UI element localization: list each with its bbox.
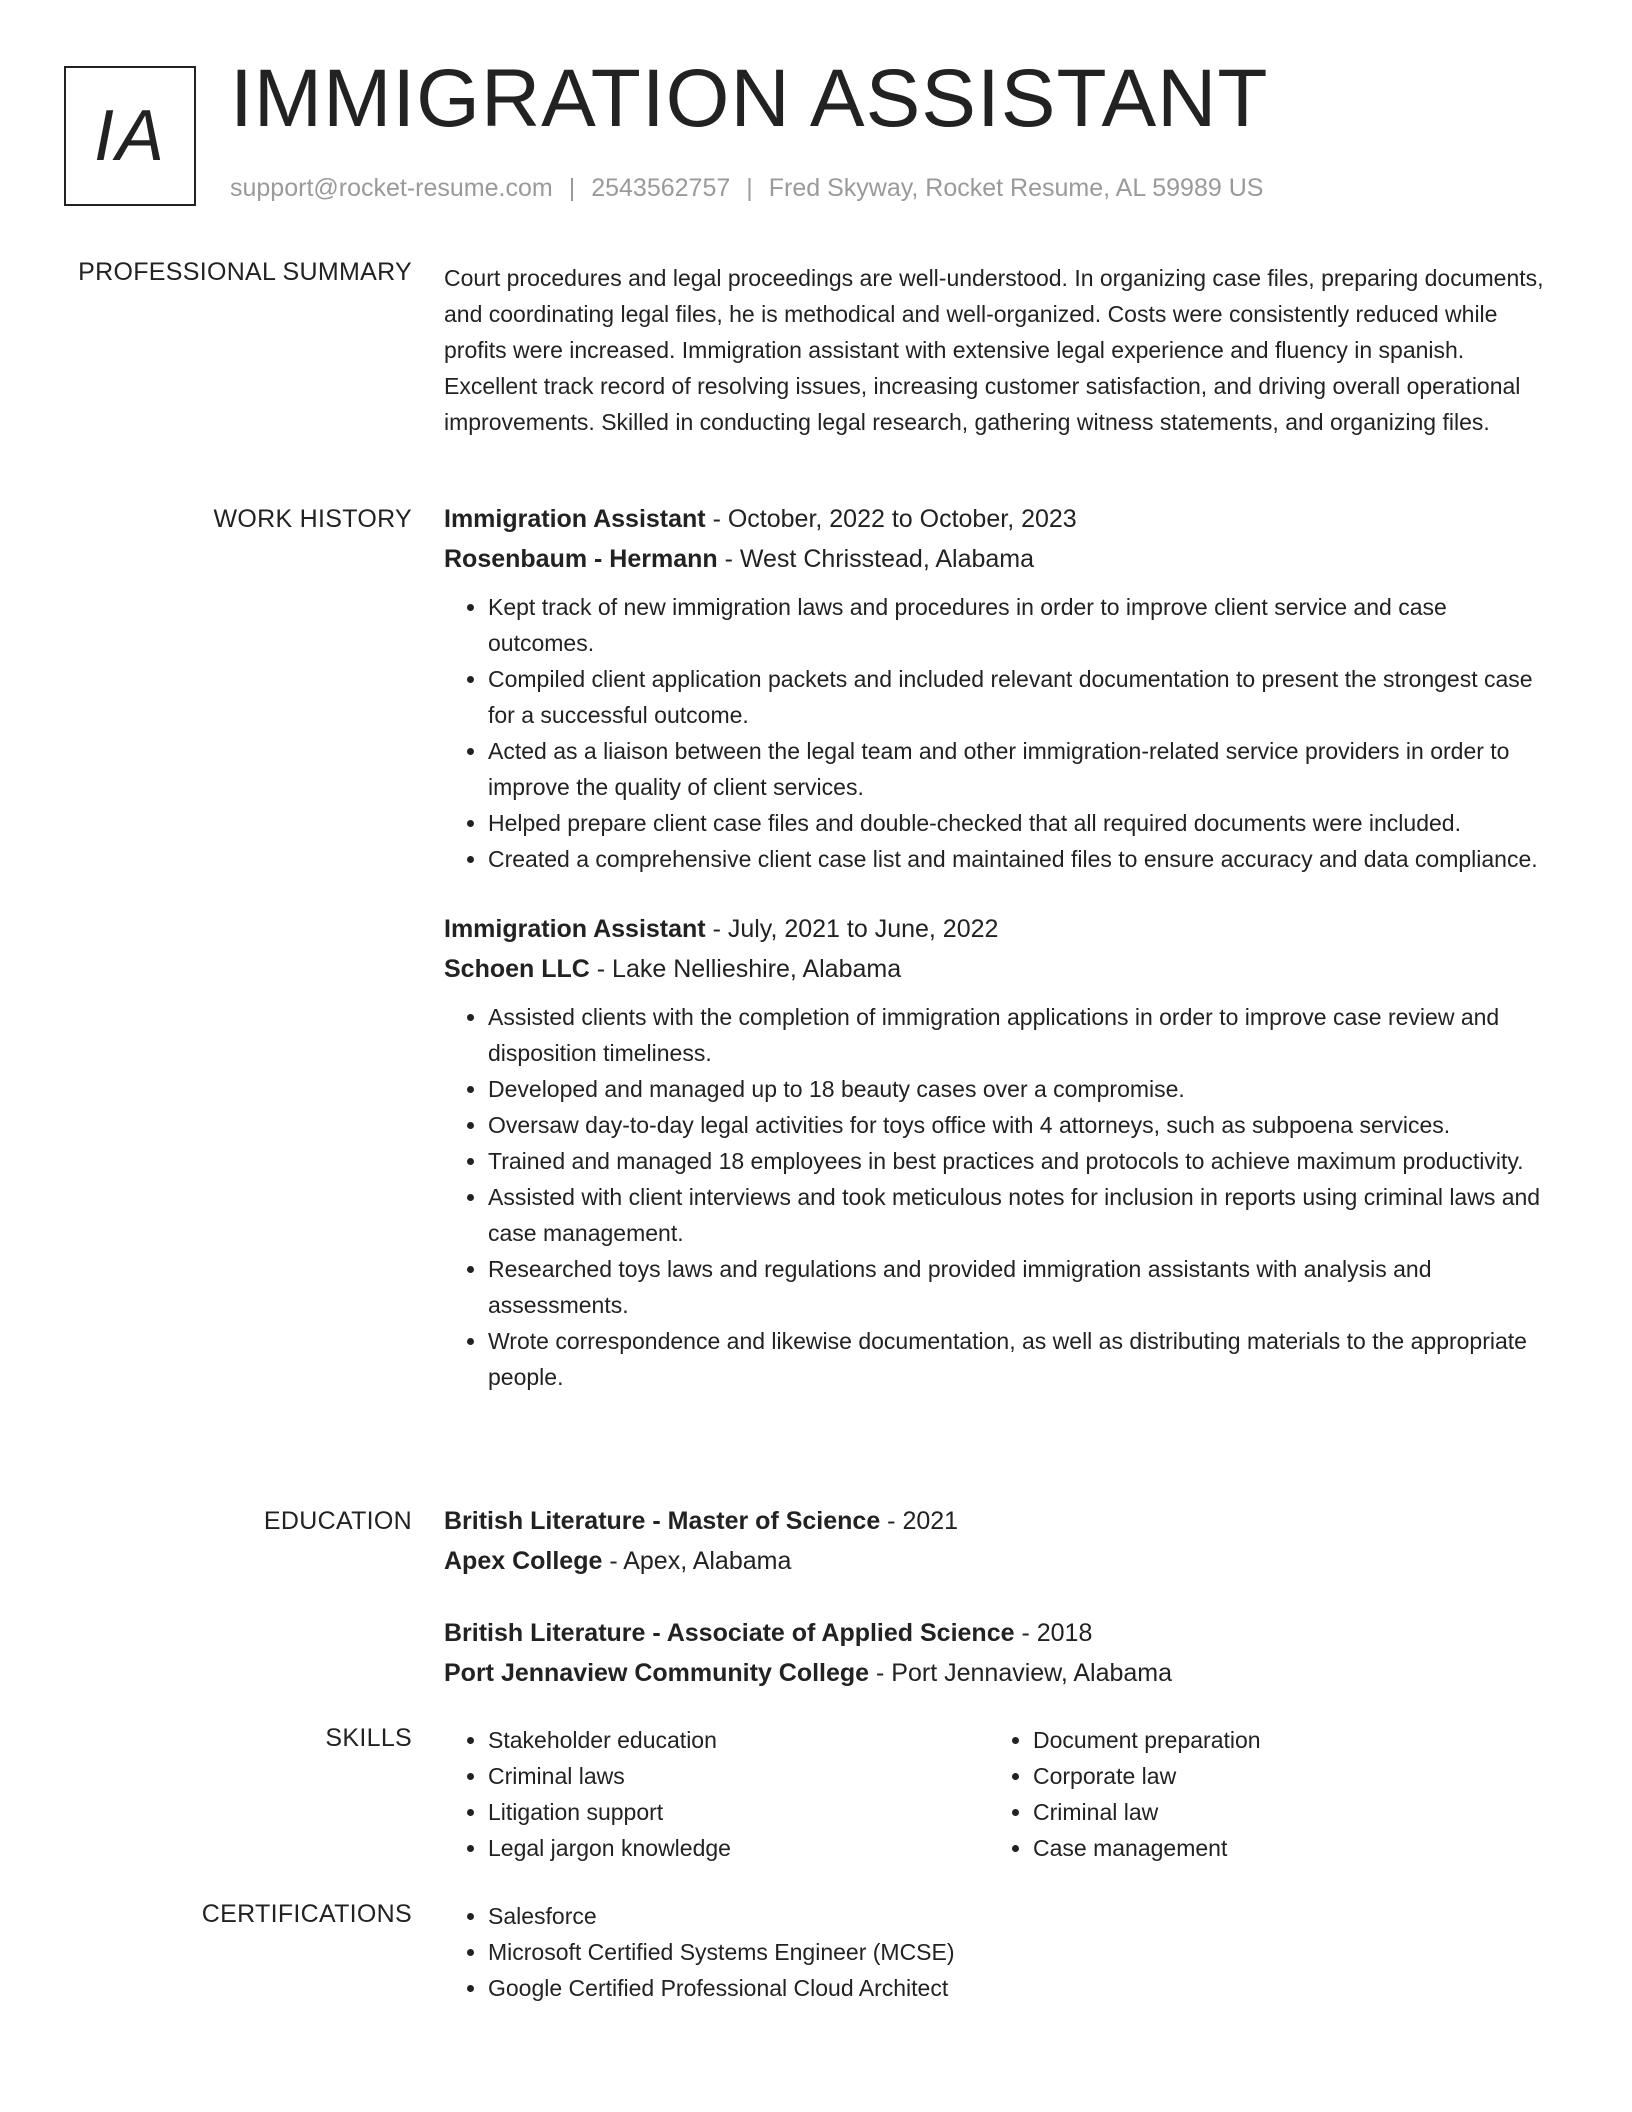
job-company: Rosenbaum - Hermann xyxy=(444,545,718,573)
skill-item: • Criminal law xyxy=(1033,1794,1534,1830)
section-label-education: EDUCATION xyxy=(263,1507,412,1535)
job-location: - West Chrisstead, Alabama xyxy=(717,545,1035,573)
contact-phone: 2543562757 xyxy=(591,174,731,202)
skill-item: • Litigation support xyxy=(488,1794,989,1830)
job-bullet: • Oversaw day-to-day legal activities for toys office with 4 attorneys, such as subpoena services. xyxy=(488,1107,1556,1143)
education-school: Apex College xyxy=(444,1547,603,1575)
job-entry xyxy=(444,499,1556,877)
certifications-body xyxy=(444,1898,1556,2006)
resume-name: IMMIGRATION ASSISTANT xyxy=(230,53,1269,144)
certification-item: • Salesforce xyxy=(488,1898,1556,1934)
job-company-line xyxy=(444,949,1556,989)
skills-body xyxy=(444,1722,1556,1866)
monogram-text: IA xyxy=(93,96,167,176)
certifications-list xyxy=(444,1898,1556,2006)
skill-item: • Case management xyxy=(1033,1830,1534,1866)
education-school-line xyxy=(444,1653,1556,1693)
monogram-logo xyxy=(64,66,196,206)
job-title-line xyxy=(444,909,1556,949)
job-bullet: • Assisted with client interviews and took meticulous notes for inclusion in reports using criminal laws and case management. xyxy=(488,1179,1556,1251)
summary-body xyxy=(444,260,1556,440)
education-entry xyxy=(444,1613,1556,1693)
job-bullet: • Kept track of new immigration laws and procedures in order to improve client service and case outcomes. xyxy=(488,589,1556,661)
education-degree: British Literature - Associate of Applied Science xyxy=(444,1619,1015,1647)
skill-item: • Document preparation xyxy=(1033,1722,1534,1758)
job-bullet: • Developed and managed up to 18 beauty cases over a compromise. xyxy=(488,1071,1556,1107)
job-bullet: • Researched toys laws and regulations and provided immigration assistants with analysis and assessments. xyxy=(488,1251,1556,1323)
job-title-line xyxy=(444,499,1556,539)
certification-item: • Microsoft Certified Systems Engineer (MCSE) xyxy=(488,1934,1556,1970)
contact-email: support@rocket-resume.com xyxy=(230,174,553,202)
job-dates: - July, 2021 to June, 2022 xyxy=(705,915,999,943)
section-label-summary: PROFESSIONAL SUMMARY xyxy=(78,258,412,286)
education-school-line xyxy=(444,1541,1556,1581)
education-entry xyxy=(444,1501,1556,1581)
job-title: Immigration Assistant xyxy=(444,505,706,533)
skill-item: • Legal jargon knowledge xyxy=(488,1830,989,1866)
job-bullets xyxy=(444,999,1556,1395)
skill-item: • Criminal laws xyxy=(488,1758,989,1794)
contact-line xyxy=(230,174,1263,203)
contact-separator: | xyxy=(568,174,576,202)
contact-separator: | xyxy=(746,174,753,202)
skill-item: • Stakeholder education xyxy=(488,1722,989,1758)
skills-grid xyxy=(444,1722,1556,1866)
job-location: - Lake Nellieshire, Alabama xyxy=(589,955,902,983)
education-degree-line xyxy=(444,1613,1556,1653)
job-bullet: • Compiled client application packets and included relevant documentation to present the strongest case for a successful outcome. xyxy=(488,661,1556,733)
education-year: - 2021 xyxy=(880,1507,959,1535)
skills-column-left xyxy=(444,1722,989,1866)
job-dates: - October, 2022 to October, 2023 xyxy=(705,505,1077,533)
job-bullet: • Created a comprehensive client case list and maintained files to ensure accuracy and data compliance. xyxy=(488,841,1556,877)
job-bullet: • Wrote correspondence and likewise documentation, as well as distributing materials to the appropriate people. xyxy=(488,1323,1556,1395)
job-bullets xyxy=(444,589,1556,877)
job-company: Schoen LLC xyxy=(444,955,590,983)
job-bullet: • Helped prepare client case files and double-checked that all required documents were included. xyxy=(488,805,1556,841)
education-body xyxy=(444,1501,1556,1725)
education-school: Port Jennaview Community College xyxy=(444,1659,870,1687)
job-company-line xyxy=(444,539,1556,579)
contact-address: Fred Skyway, Rocket Resume, AL 59989 US xyxy=(768,174,1264,202)
summary-text: Court procedures and legal proceedings are well-understood. In organizing case files, preparing documents, and coordinating legal files, he is methodical and well-organized. Costs were consistently reduced while profits were increased. Immigration assistant with extensive legal experience and fluency in spanish. Excellent track record of resolving issues, increasing customer satisfaction, and driving overall operational improvements. Skilled in conducting legal research, gathering witness statements, and organizing files. xyxy=(444,265,1544,435)
education-degree-line xyxy=(444,1501,1556,1541)
job-title: Immigration Assistant xyxy=(444,915,706,943)
education-location: - Apex, Alabama xyxy=(602,1547,792,1575)
job-bullet: • Acted as a liaison between the legal team and other immigration-related service providers in order to improve the quality of client services. xyxy=(488,733,1556,805)
section-label-skills: SKILLS xyxy=(325,1724,412,1752)
job-entry xyxy=(444,909,1556,1395)
job-bullet: • Assisted clients with the completion of immigration applications in order to improve case review and disposition timeliness. xyxy=(488,999,1556,1071)
skill-item: • Corporate law xyxy=(1033,1758,1534,1794)
job-bullet: • Trained and managed 18 employees in best practices and protocols to achieve maximum productivity. xyxy=(488,1143,1556,1179)
section-label-work: WORK HISTORY xyxy=(213,505,412,533)
work-body xyxy=(444,499,1556,1427)
section-label-certifications: CERTIFICATIONS xyxy=(201,1900,412,1928)
education-degree: British Literature - Master of Science xyxy=(444,1507,881,1535)
certification-item: • Google Certified Professional Cloud Architect xyxy=(488,1970,1556,2006)
skills-column-right xyxy=(989,1722,1534,1866)
education-location: - Port Jennaview, Alabama xyxy=(869,1659,1173,1687)
education-year: - 2018 xyxy=(1014,1619,1093,1647)
